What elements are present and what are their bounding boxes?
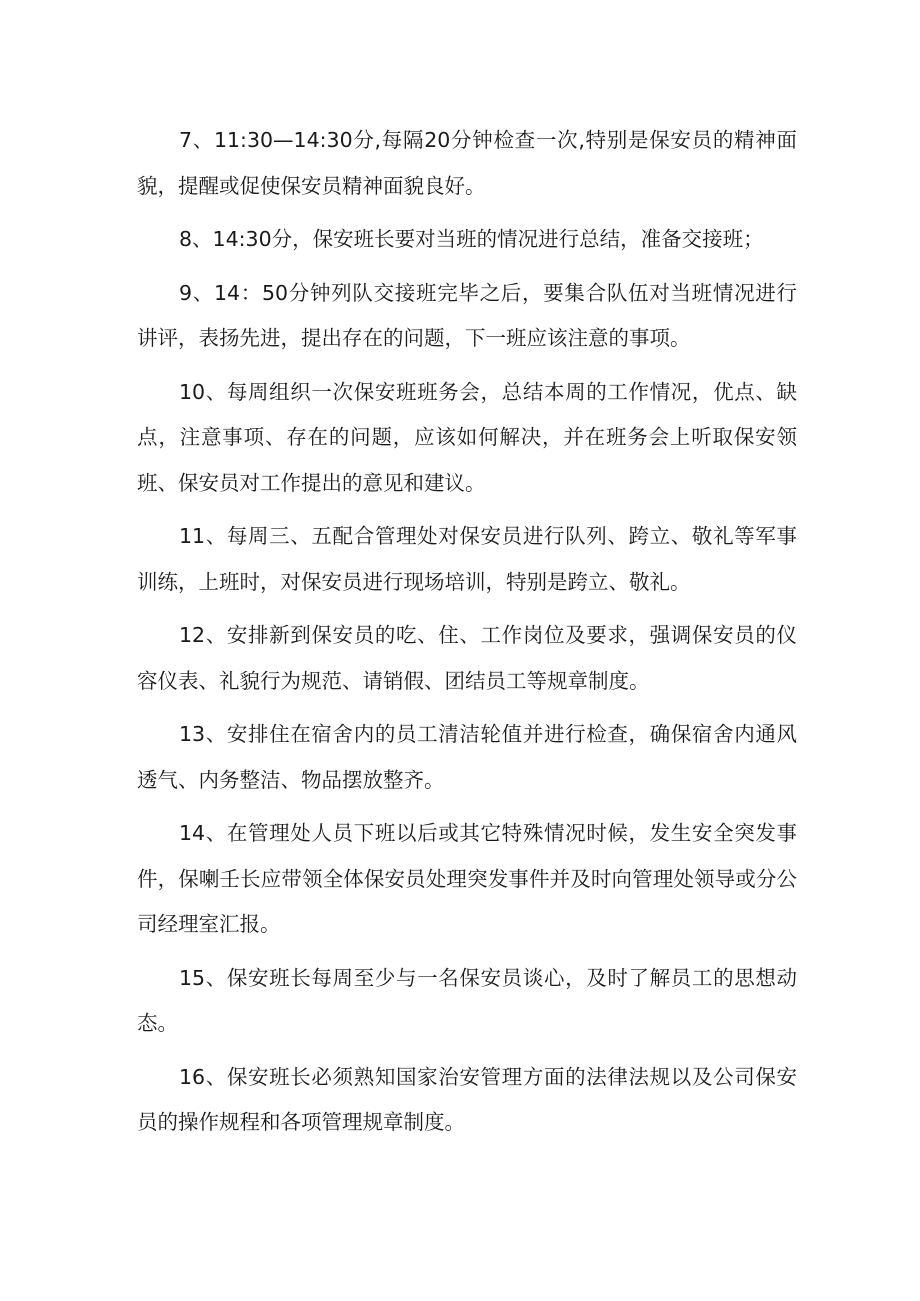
paragraph-item-14: 14、在管理处人员下班以后或其它特殊情况时候，发生安全突发事件，保喇壬长应带领全体保安员处理突发事件并及时向管理处领导或分公司经理室汇报。 [137, 821, 797, 936]
paragraph-item-16: 16、保安班长必须熟知国家治安管理方面的法律法规以及公司保安员的操作规程和各项管理规章制度。 [137, 1064, 797, 1134]
paragraph-item-10: 10、每周组织一次保安班班务会，总结本周的工作情况，优点、缺点，注意事项、存在的问题，应该如何解决，并在班务会上听取保安领班、保安员对工作提出的意见和建议。 [137, 379, 797, 495]
document-body [137, 118, 797, 1154]
paragraph-item-8: 8、14:30分，保安班长要对当班的情况进行总结，准备交接班； [179, 227, 764, 251]
paragraph-item-13: 13、安排住在宿舍内的员工清洁轮值并进行检查，确保宿舍内通风透气、内务整洁、物品摆放整齐。 [137, 722, 797, 792]
paragraph-item-15: 15、保安班长每周至少与一名保安员谈心，及时了解员工的思想动态。 [137, 965, 797, 1035]
paragraph-item-9: 9、14：50分钟列队交接班完毕之后，要集合队伍对当班情况进行讲评，表扬先进，提出存在的问题，下一班应该注意的事项。 [137, 280, 797, 350]
paragraph-item-7: 7、11:30—14:30分,每隔20分钟检查一次,特别是保安员的精神面貌，提醒或促使保安员精神面貌良好。 [137, 128, 797, 198]
paragraph-item-12: 12、安排新到保安员的吃、住、工作岗位及要求，强调保安员的仪容仪表、礼貌行为规范、请销假、团结员工等规章制度。 [137, 623, 797, 693]
paragraph-item-11: 11、每周三、五配合管理处对保安员进行队列、跨立、敬礼等军事训练，上班时，对保安员进行现场培训，特别是跨立、敬礼。 [137, 524, 797, 594]
